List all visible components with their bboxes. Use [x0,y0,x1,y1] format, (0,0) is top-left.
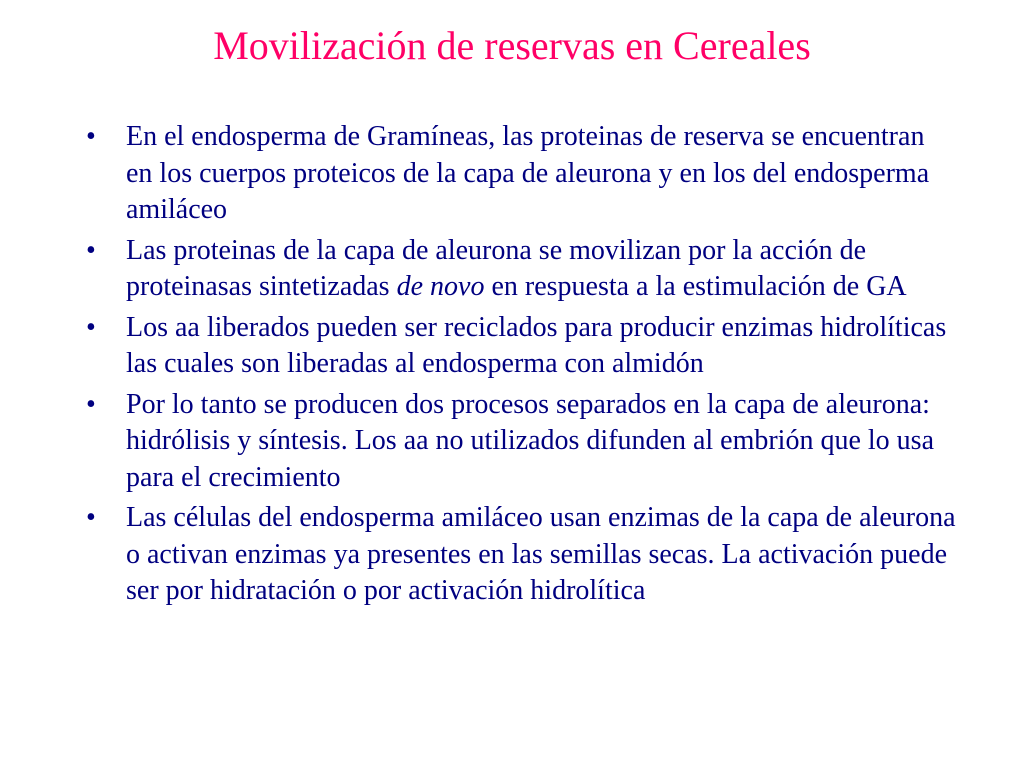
bullet-item-2 [86,233,956,306]
bullet-text: Los aa liberados pueden ser reciclados para producir enzimas hidrolíticas las cuales son liberadas al endosperma con almidón [126,311,947,379]
bullet-text: Por lo tanto se producen dos procesos separados en la capa de aleurona: hidrólisis y síntesis. Los aa no utilizados difunden al embrión que lo usa para el crecimiento [126,388,934,493]
bullet-dot: • [86,121,96,152]
bullet-text: En el endosperma de Gramíneas, las proteinas de reserva se encuentran en los cuerpos proteicos de la capa de aleurona y en los del endosperma amiláceo [126,121,930,225]
bullet-item-3 [86,310,956,383]
bullet-text-after: en respuesta a la estimulación de GA [484,271,907,302]
slide-title: Movilización de reservas en Cereales [213,23,811,68]
bullet-list [86,119,956,614]
bullet-dot: • [86,234,96,266]
bullet-text [126,235,907,303]
bullet-text-italic: de novo [396,271,485,302]
bullet-dot: • [86,502,96,533]
bullet-item-4 [86,387,956,497]
bullet-item-1 [86,119,956,229]
bullet-text: Las células del endosperma amiláceo usan enzimas de la capa de aleurona o activan enzimas ya presentes en las semillas secas. La activación puede ser por hidratación o por activación hidrolítica [126,502,956,606]
bullet-text-before: Las proteinas de la capa de aleurona se movilizan por la acción de proteinasas sintetizadas [126,234,867,302]
bullet-dot: • [86,388,96,420]
bullet-dot: • [86,311,96,343]
bullet-item-5 [86,500,956,610]
